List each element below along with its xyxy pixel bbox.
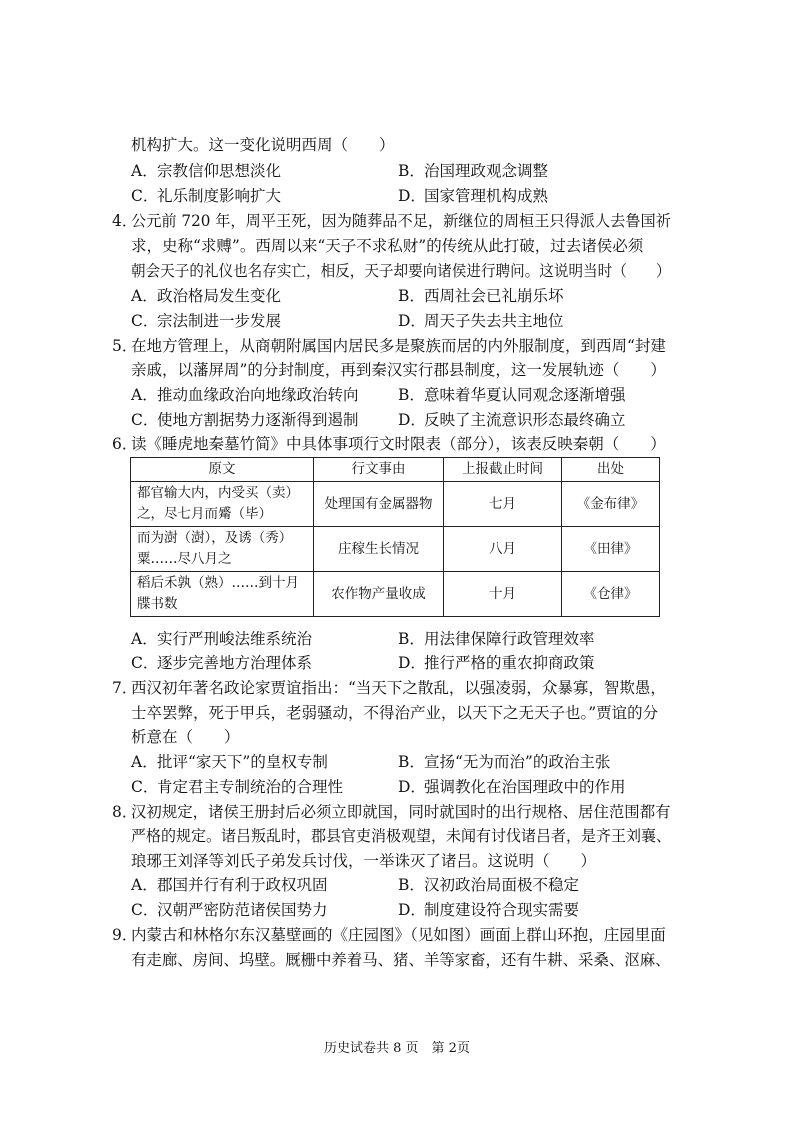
q7-line-1: 西汉初年著名政论家贾谊指出：“当天下之散乱，以强凌弱，众暴寡，智欺愚， xyxy=(131,679,666,697)
q3-option-d: D．国家管理机构成熟 xyxy=(398,187,549,205)
q4-option-d: D．周天子失去共主地位 xyxy=(398,312,564,330)
table-cell: 稻后禾孰（熟）……到十月牒书数 xyxy=(131,572,314,617)
q7-number: 7． xyxy=(112,679,138,697)
q3-option-b: B．治国理政观念调整 xyxy=(398,162,549,180)
q7-line-3: 析意在（ ） xyxy=(131,728,240,746)
q6-number: 6． xyxy=(112,435,138,453)
q8-line-3: 琅琊王刘泽等刘氏子弟发兵讨伐，一举诛灭了诸吕。这说明（ ） xyxy=(131,852,597,870)
page-footer: 历史试卷共 8 页 第 2页 xyxy=(324,1041,470,1056)
q6-option-d: D．推行严格的重农抑商政策 xyxy=(398,654,595,672)
q4-option-c: C．宗法制进一步发展 xyxy=(131,312,282,330)
q6-table xyxy=(130,457,660,617)
q5-option-b: B．意味着华夏认同观念逐渐增强 xyxy=(398,386,626,404)
q6-option-b: B．用法律保障行政管理效率 xyxy=(398,630,595,648)
q5-option-d: D．反映了主流意识形态最终确立 xyxy=(398,411,626,429)
q8-option-a: A．郡国并行有利于政权巩固 xyxy=(131,876,328,894)
table-cell: 十月 xyxy=(444,572,562,617)
table-cell: 处理国有金属器物 xyxy=(314,482,444,527)
table-cell: 《仓律》 xyxy=(562,572,660,617)
table-cell: 《田律》 xyxy=(562,527,660,572)
q9-line-2: 有走廊、房间、坞壁。厩栅中养着马、猪、羊等家畜，还有牛耕、采桑、沤麻、 xyxy=(131,951,671,969)
q7-option-d: D．强调教化在治国理政中的作用 xyxy=(398,778,626,796)
q4-number: 4． xyxy=(112,212,138,230)
table-header-row xyxy=(131,458,660,482)
q8-number: 8． xyxy=(112,803,138,821)
q8-line-1: 汉初规定，诸侯王册封后必须立即就国，同时就国时的出行规格、居住范围都有 xyxy=(131,803,671,821)
table-cell: 而为澍（澍），及诱（秀）粟……尽八月之 xyxy=(131,527,314,572)
q6-option-c: C．逐步完善地方治理体系 xyxy=(131,654,313,672)
q5-number: 5． xyxy=(112,337,138,355)
table-cell: 庄稼生长情况 xyxy=(314,527,444,572)
q4-line-3: 朝会天子的礼仪也名存实亡，相反，天子却要向诸侯进行聘问。这说明当时（ ） xyxy=(131,262,671,280)
table-cell: 七月 xyxy=(444,482,562,527)
q8-line-2: 严格的规定。诸吕叛乱时，郡县官吏消极观望，未闻有讨伐诸吕者，是齐王刘襄、 xyxy=(131,827,671,845)
q7-option-c: C．肯定君主专制统治的合理性 xyxy=(131,778,344,796)
q6-option-a: A．实行严刑峻法维系统治 xyxy=(131,630,313,648)
q5-line-1: 在地方管理上，从商朝附属国内居民多是聚族而居的内外服制度，到西周“封建 xyxy=(131,337,666,355)
q4-option-b: B．西周社会已礼崩乐坏 xyxy=(398,287,564,305)
table-cell: 农作物产量收成 xyxy=(314,572,444,617)
table-cell: 都官输大内，内受买（卖）之，尽七月而觱（毕） xyxy=(131,482,314,527)
table-cell: 八月 xyxy=(444,527,562,572)
table-cell: 《金布律》 xyxy=(562,482,660,527)
q9-line-1: 内蒙古和林格尔东汉墓壁画的《庄园图》（见如图）画面上群山环抱，庄园里面 xyxy=(131,926,666,944)
q7-option-a: A．批评“家天下”的皇权专制 xyxy=(131,753,328,771)
q5-line-2: 亲戚，以藩屏周”的分封制度，再到秦汉实行郡县制度，这一发展轨迹（ ） xyxy=(131,361,666,379)
q7-line-2: 士卒罢弊，死于甲兵，老弱骚动，不得治产业，以天下之无天子也。”贾谊的分 xyxy=(131,704,659,722)
table-row xyxy=(131,527,660,572)
table-header: 行文事由 xyxy=(314,458,444,482)
q3-stem-tail: 机构扩大。这一变化说明西周（ ） xyxy=(131,136,395,154)
q9-number: 9． xyxy=(112,926,138,944)
q5-option-c: C．使地方割据势力逐渐得到遏制 xyxy=(131,411,359,429)
q8-option-b: B．汉初政治局面极不稳定 xyxy=(398,876,580,894)
q4-option-a: A．政治格局发生变化 xyxy=(131,287,282,305)
q4-line-1: 公元前 720 年，周平王死，因为随葬品不足，新继位的周桓王只得派人去鲁国祈 xyxy=(131,212,671,230)
q8-option-d: D．制度建设符合现实需要 xyxy=(398,901,580,919)
q7-option-b: B．宣扬“无为而治”的政治主张 xyxy=(398,753,611,771)
table-header: 上报截止时间 xyxy=(444,458,562,482)
table-row xyxy=(131,482,660,527)
table-header: 原文 xyxy=(131,458,314,482)
q5-option-a: A．推动血缘政治向地缘政治转向 xyxy=(131,386,359,404)
table-header: 出处 xyxy=(562,458,660,482)
table-row xyxy=(131,572,660,617)
q3-option-c: C．礼乐制度影响扩大 xyxy=(131,187,282,205)
q8-option-c: C．汉朝严密防范诸侯国势力 xyxy=(131,901,328,919)
q3-option-a: A．宗教信仰思想淡化 xyxy=(131,162,282,180)
q6-line-1: 读《睡虎地秦墓竹简》中具体事项行文时限表（部分），该表反映秦朝（ ） xyxy=(131,435,666,453)
q4-line-2: 求，史称“求赙”。西周以来“天子不求私财”的传统从此打破，过去诸侯必须 xyxy=(131,237,644,255)
